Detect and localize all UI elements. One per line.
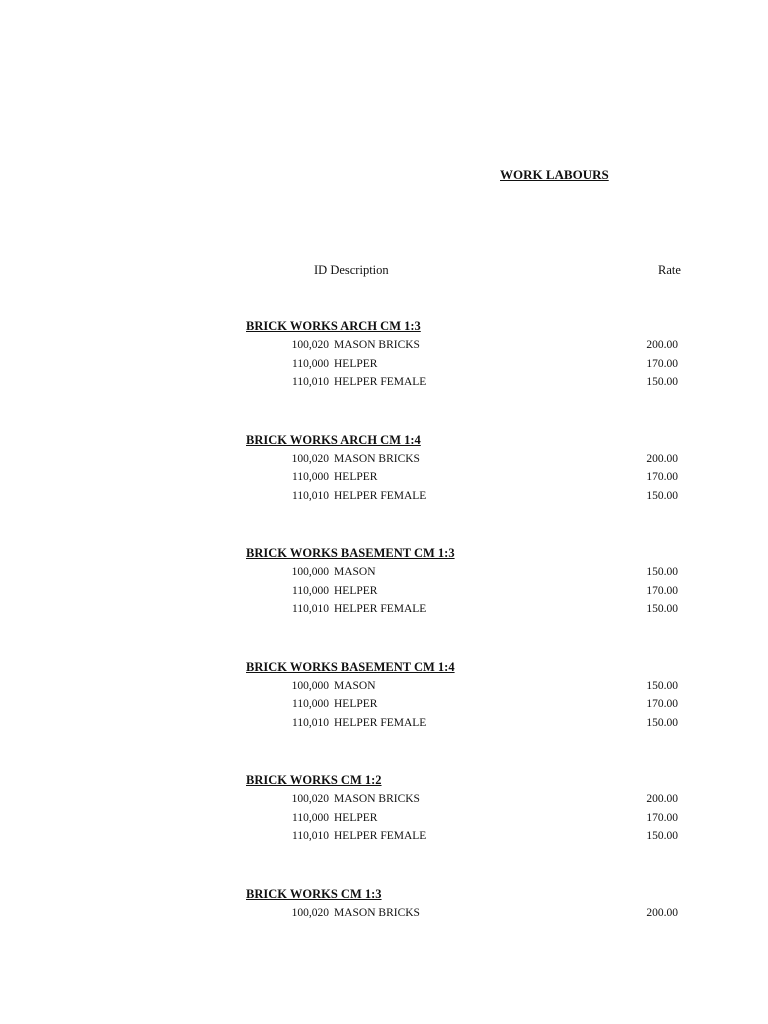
item-rate: 150.00 [646, 376, 678, 389]
item-row [0, 717, 768, 736]
item-id: 100,020 [291, 793, 329, 805]
item-row [0, 680, 768, 699]
item-rate: 200.00 [646, 339, 678, 351]
item-id: 110,000 [292, 584, 329, 597]
item-description: MASON BRICKS [334, 906, 420, 919]
section-title: BRICK WORKS CM 1:3 [246, 886, 382, 901]
item-row [0, 585, 768, 604]
item-description: HELPER [334, 811, 378, 824]
item-rate: 170.00 [646, 584, 678, 597]
item-id: 110,000 [292, 698, 329, 711]
item-description: HELPER FEMALE [334, 376, 427, 389]
item-row [0, 793, 768, 812]
section-title: BRICK WORKS ARCH CM 1:4 [246, 432, 421, 447]
item-row [0, 490, 768, 509]
page-title: WORK LABOURS [500, 167, 609, 182]
item-id: 110,010 [292, 716, 329, 729]
item-id: 110,010 [292, 489, 329, 502]
item-description: HELPER [334, 471, 378, 484]
labour-section [0, 660, 768, 774]
item-row [0, 907, 768, 926]
item-rate: 150.00 [646, 716, 678, 729]
section-title: BRICK WORKS ARCH CM 1:3 [246, 319, 421, 333]
item-id: 110,010 [292, 830, 329, 843]
item-row [0, 471, 768, 490]
item-id: 100,020 [291, 906, 329, 919]
section-title: BRICK WORKS CM 1:2 [246, 773, 382, 787]
item-description: HELPER FEMALE [334, 603, 427, 616]
item-description: MASON BRICKS [334, 452, 420, 465]
item-rate: 170.00 [646, 357, 678, 370]
item-id: 110,010 [292, 603, 329, 616]
item-row [0, 453, 768, 472]
section-title: BRICK WORKS BASEMENT CM 1:3 [246, 546, 455, 560]
item-rate: 170.00 [646, 471, 678, 484]
item-row [0, 698, 768, 717]
section-title: BRICK WORKS BASEMENT CM 1:4 [246, 659, 455, 674]
item-description: MASON [334, 566, 376, 578]
labour-section [0, 773, 768, 887]
item-description: HELPER [334, 357, 378, 370]
item-row [0, 603, 768, 622]
item-id: 110,000 [292, 471, 329, 484]
item-rate: 170.00 [646, 698, 678, 711]
item-description: MASON [334, 679, 376, 692]
item-row [0, 376, 768, 395]
item-id: 110,000 [292, 357, 329, 370]
item-rate: 150.00 [646, 603, 678, 616]
labour-sections [0, 319, 768, 1000]
item-description: HELPER FEMALE [334, 830, 427, 843]
item-row [0, 812, 768, 831]
item-row [0, 830, 768, 849]
item-rate: 170.00 [646, 811, 678, 824]
item-description: MASON BRICKS [334, 339, 420, 351]
item-id: 100,000 [291, 566, 329, 578]
item-rate: 200.00 [646, 906, 678, 919]
item-rate: 150.00 [646, 679, 678, 692]
item-row [0, 566, 768, 585]
item-rate: 150.00 [646, 489, 678, 502]
item-description: HELPER [334, 698, 378, 711]
item-id: 100,020 [291, 452, 329, 465]
item-id: 100,000 [291, 679, 329, 692]
item-row [0, 339, 768, 358]
item-description: HELPER FEMALE [334, 489, 427, 502]
item-rate: 200.00 [646, 452, 678, 465]
column-header-rate: Rate [658, 263, 681, 277]
labour-section [0, 546, 768, 660]
item-rate: 150.00 [646, 566, 678, 578]
item-description: HELPER FEMALE [334, 716, 427, 729]
item-rate: 200.00 [646, 793, 678, 805]
column-header-id-description: ID Description [314, 263, 389, 277]
item-id: 110,000 [292, 811, 329, 824]
labour-section [0, 887, 768, 1001]
item-id: 100,020 [291, 339, 329, 351]
item-description: HELPER [334, 584, 378, 597]
item-description: MASON BRICKS [334, 793, 420, 805]
item-rate: 150.00 [646, 830, 678, 843]
labour-section [0, 433, 768, 547]
item-id: 110,010 [292, 376, 329, 389]
item-row [0, 358, 768, 377]
labour-section [0, 319, 768, 433]
